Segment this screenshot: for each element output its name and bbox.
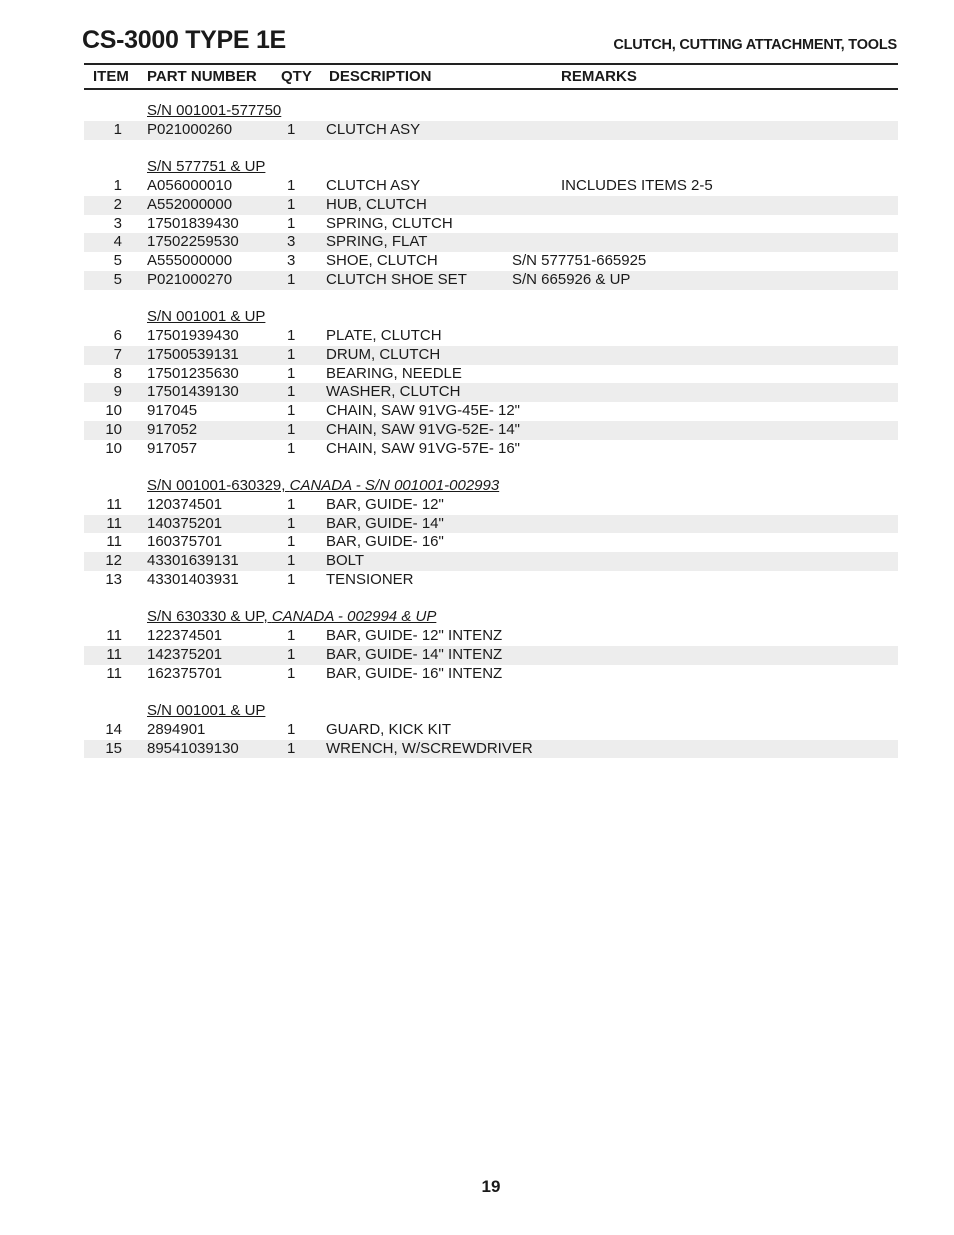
table-row <box>84 365 898 384</box>
description: CHAIN, SAW 91VG-57E- 16" <box>326 439 520 457</box>
description: BEARING, NEEDLE <box>326 364 462 382</box>
table-row <box>84 346 898 365</box>
part-number: P021000270 <box>147 270 233 288</box>
serial-range-text: S/N 577751 & UP <box>147 158 266 176</box>
description: CHAIN, SAW 91VG-52E- 14" <box>326 420 520 438</box>
table-row <box>84 383 898 402</box>
description: BAR, GUIDE- 14" <box>326 514 444 532</box>
quantity: 1 <box>287 627 296 644</box>
description: BAR, GUIDE- 12" INTENZ <box>326 627 503 644</box>
group-spacer <box>84 458 898 477</box>
quantity: 1 <box>287 364 296 382</box>
quantity: 3 <box>287 233 296 251</box>
part-number: 140375201 <box>147 514 223 532</box>
quantity: 3 <box>287 252 296 269</box>
quantity: 1 <box>287 720 296 738</box>
description: DRUM, CLUTCH <box>326 345 441 363</box>
item-number: 15 <box>105 739 122 757</box>
description: PLATE, CLUTCH <box>326 327 442 344</box>
item-number: 7 <box>113 345 122 363</box>
column-header-item: ITEM <box>93 68 129 85</box>
table-row <box>84 740 898 759</box>
item-number: 10 <box>105 439 122 457</box>
quantity: 1 <box>287 645 296 663</box>
part-number: A552000000 <box>147 195 233 213</box>
part-number: 162375701 <box>147 664 223 682</box>
description: BOLT <box>326 552 365 569</box>
item-number: 1 <box>113 177 122 194</box>
serial-range-row <box>84 702 898 721</box>
item-number: 10 <box>105 402 122 419</box>
serial-range-text: S/N 001001 & UP <box>147 702 266 719</box>
item-number: 5 <box>113 270 122 288</box>
part-number: 120374501 <box>147 495 223 513</box>
quantity: 1 <box>287 402 296 419</box>
table-row <box>84 233 898 252</box>
quantity: 1 <box>287 345 296 363</box>
quantity: 1 <box>287 664 296 682</box>
item-number: 11 <box>106 645 122 663</box>
description: GUARD, KICK KIT <box>326 720 452 738</box>
column-header-part-number: PART NUMBER <box>147 68 257 85</box>
table-row <box>84 533 898 552</box>
description: TENSIONER <box>326 570 414 588</box>
description: CLUTCH ASY <box>326 177 421 194</box>
group-spacer <box>84 140 898 159</box>
serial-range-row <box>84 102 898 121</box>
serial-range <box>147 608 436 627</box>
quantity: 1 <box>287 327 296 344</box>
column-header-description: DESCRIPTION <box>329 68 432 85</box>
quantity: 1 <box>287 514 296 532</box>
quantity: 1 <box>287 439 296 457</box>
table-row <box>84 177 898 196</box>
part-number: 160375701 <box>147 533 223 551</box>
group-spacer <box>84 683 898 702</box>
group-spacer <box>84 590 898 609</box>
serial-range <box>147 702 265 721</box>
quantity: 1 <box>287 495 296 513</box>
table-row <box>84 646 898 665</box>
description: HUB, CLUTCH <box>326 195 427 213</box>
part-number: 142375201 <box>147 645 223 663</box>
part-number: 17501839430 <box>147 214 239 232</box>
description: BAR, GUIDE- 12" <box>326 495 444 513</box>
part-number: 17501439130 <box>147 383 239 401</box>
section-title: CLUTCH, CUTTING ATTACHMENT, TOOLS <box>613 37 897 53</box>
part-number: 2894901 <box>147 720 206 738</box>
table-row <box>84 121 898 140</box>
page-number: 19 <box>481 1177 501 1196</box>
description: BAR, GUIDE- 14" INTENZ <box>326 645 503 663</box>
quantity: 1 <box>287 177 296 194</box>
serial-range <box>147 308 265 327</box>
part-number: 43301639131 <box>147 552 239 569</box>
part-number: 43301403931 <box>147 570 239 588</box>
serial-range-row <box>84 308 898 327</box>
quantity: 1 <box>287 420 296 438</box>
table-row <box>84 252 898 271</box>
description: SPRING, FLAT <box>326 233 428 251</box>
table-row <box>84 552 898 571</box>
description: WASHER, CLUTCH <box>326 383 461 401</box>
item-number: 11 <box>106 495 122 513</box>
table-row <box>84 196 898 215</box>
description: CLUTCH SHOE SET <box>326 270 467 288</box>
remarks: S/N 577751-665925 <box>512 252 647 269</box>
serial-range-text: S/N 001001-630329, <box>147 477 290 494</box>
table-row <box>84 571 898 590</box>
table-row <box>84 271 898 290</box>
part-number: 122374501 <box>147 627 223 644</box>
serial-range <box>147 477 499 496</box>
serial-range <box>147 158 265 177</box>
item-number: 11 <box>106 514 122 532</box>
quantity: 1 <box>287 120 296 138</box>
description: BAR, GUIDE- 16" <box>326 533 444 551</box>
quantity: 1 <box>287 214 296 232</box>
quantity: 1 <box>287 383 296 401</box>
remarks: INCLUDES ITEMS 2-5 <box>561 177 713 194</box>
quantity: 1 <box>287 570 296 588</box>
item-number: 13 <box>105 570 122 588</box>
item-number: 1 <box>113 120 122 138</box>
quantity: 1 <box>287 533 296 551</box>
item-number: 3 <box>113 214 122 232</box>
description: BAR, GUIDE- 16" INTENZ <box>326 664 503 682</box>
serial-range-row <box>84 608 898 627</box>
table-row <box>84 402 898 421</box>
item-number: 11 <box>106 627 122 644</box>
description: SHOE, CLUTCH <box>326 252 438 269</box>
item-number: 14 <box>105 720 122 738</box>
table-row <box>84 496 898 515</box>
table-row <box>84 215 898 234</box>
part-number: P021000260 <box>147 120 233 138</box>
table-header <box>84 67 898 87</box>
table-row <box>84 515 898 534</box>
description: WRENCH, W/SCREWDRIVER <box>326 739 533 757</box>
table-row <box>84 721 898 740</box>
part-number: 17502259530 <box>147 233 239 251</box>
item-number: 8 <box>113 364 122 382</box>
quantity: 1 <box>287 552 296 569</box>
serial-range-row <box>84 477 898 496</box>
serial-range-text: S/N 001001-577750 <box>147 102 282 119</box>
table-row <box>84 440 898 459</box>
column-header-remarks: REMARKS <box>561 68 637 85</box>
part-number: 17500539131 <box>147 345 239 363</box>
quantity: 1 <box>287 195 296 213</box>
description: CLUTCH ASY <box>326 120 421 138</box>
part-number: 917052 <box>147 420 198 438</box>
part-number: 17501235630 <box>147 364 239 382</box>
table-row <box>84 421 898 440</box>
serial-range-canada: CANADA - S/N 001001-002993 <box>289 477 500 494</box>
serial-range-row <box>84 158 898 177</box>
item-number: 2 <box>113 195 122 213</box>
table-row <box>84 665 898 684</box>
group-spacer <box>84 290 898 309</box>
part-number: 917045 <box>147 402 198 419</box>
part-number: A555000000 <box>147 252 233 269</box>
description: CHAIN, SAW 91VG-45E- 12" <box>326 402 520 419</box>
header-rule-top <box>84 63 898 65</box>
quantity: 1 <box>287 270 296 288</box>
description: SPRING, CLUTCH <box>326 214 453 232</box>
item-number: 5 <box>113 252 122 269</box>
page-title: CS-3000 TYPE 1E <box>82 26 286 54</box>
part-number: 89541039130 <box>147 739 239 757</box>
item-number: 10 <box>105 420 122 438</box>
part-number: 17501939430 <box>147 327 239 344</box>
parts-table-body <box>84 102 898 758</box>
remarks: S/N 665926 & UP <box>512 270 631 288</box>
item-number: 4 <box>113 233 122 251</box>
serial-range-canada: CANADA - 002994 & UP <box>271 608 437 626</box>
serial-range <box>147 102 281 121</box>
item-number: 6 <box>113 327 122 344</box>
serial-range-text: S/N 001001 & UP <box>147 308 266 326</box>
column-header-qty: QTY <box>281 68 312 85</box>
table-row <box>84 627 898 646</box>
item-number: 11 <box>106 533 122 551</box>
part-number: 917057 <box>147 439 198 457</box>
header-rule-bottom <box>84 88 898 90</box>
item-number: 9 <box>113 383 122 401</box>
item-number: 11 <box>106 664 122 682</box>
serial-range-text: S/N 630330 & UP, <box>147 608 272 626</box>
item-number: 12 <box>105 552 122 569</box>
part-number: A056000010 <box>147 177 233 194</box>
quantity: 1 <box>287 739 296 757</box>
table-row <box>84 327 898 346</box>
